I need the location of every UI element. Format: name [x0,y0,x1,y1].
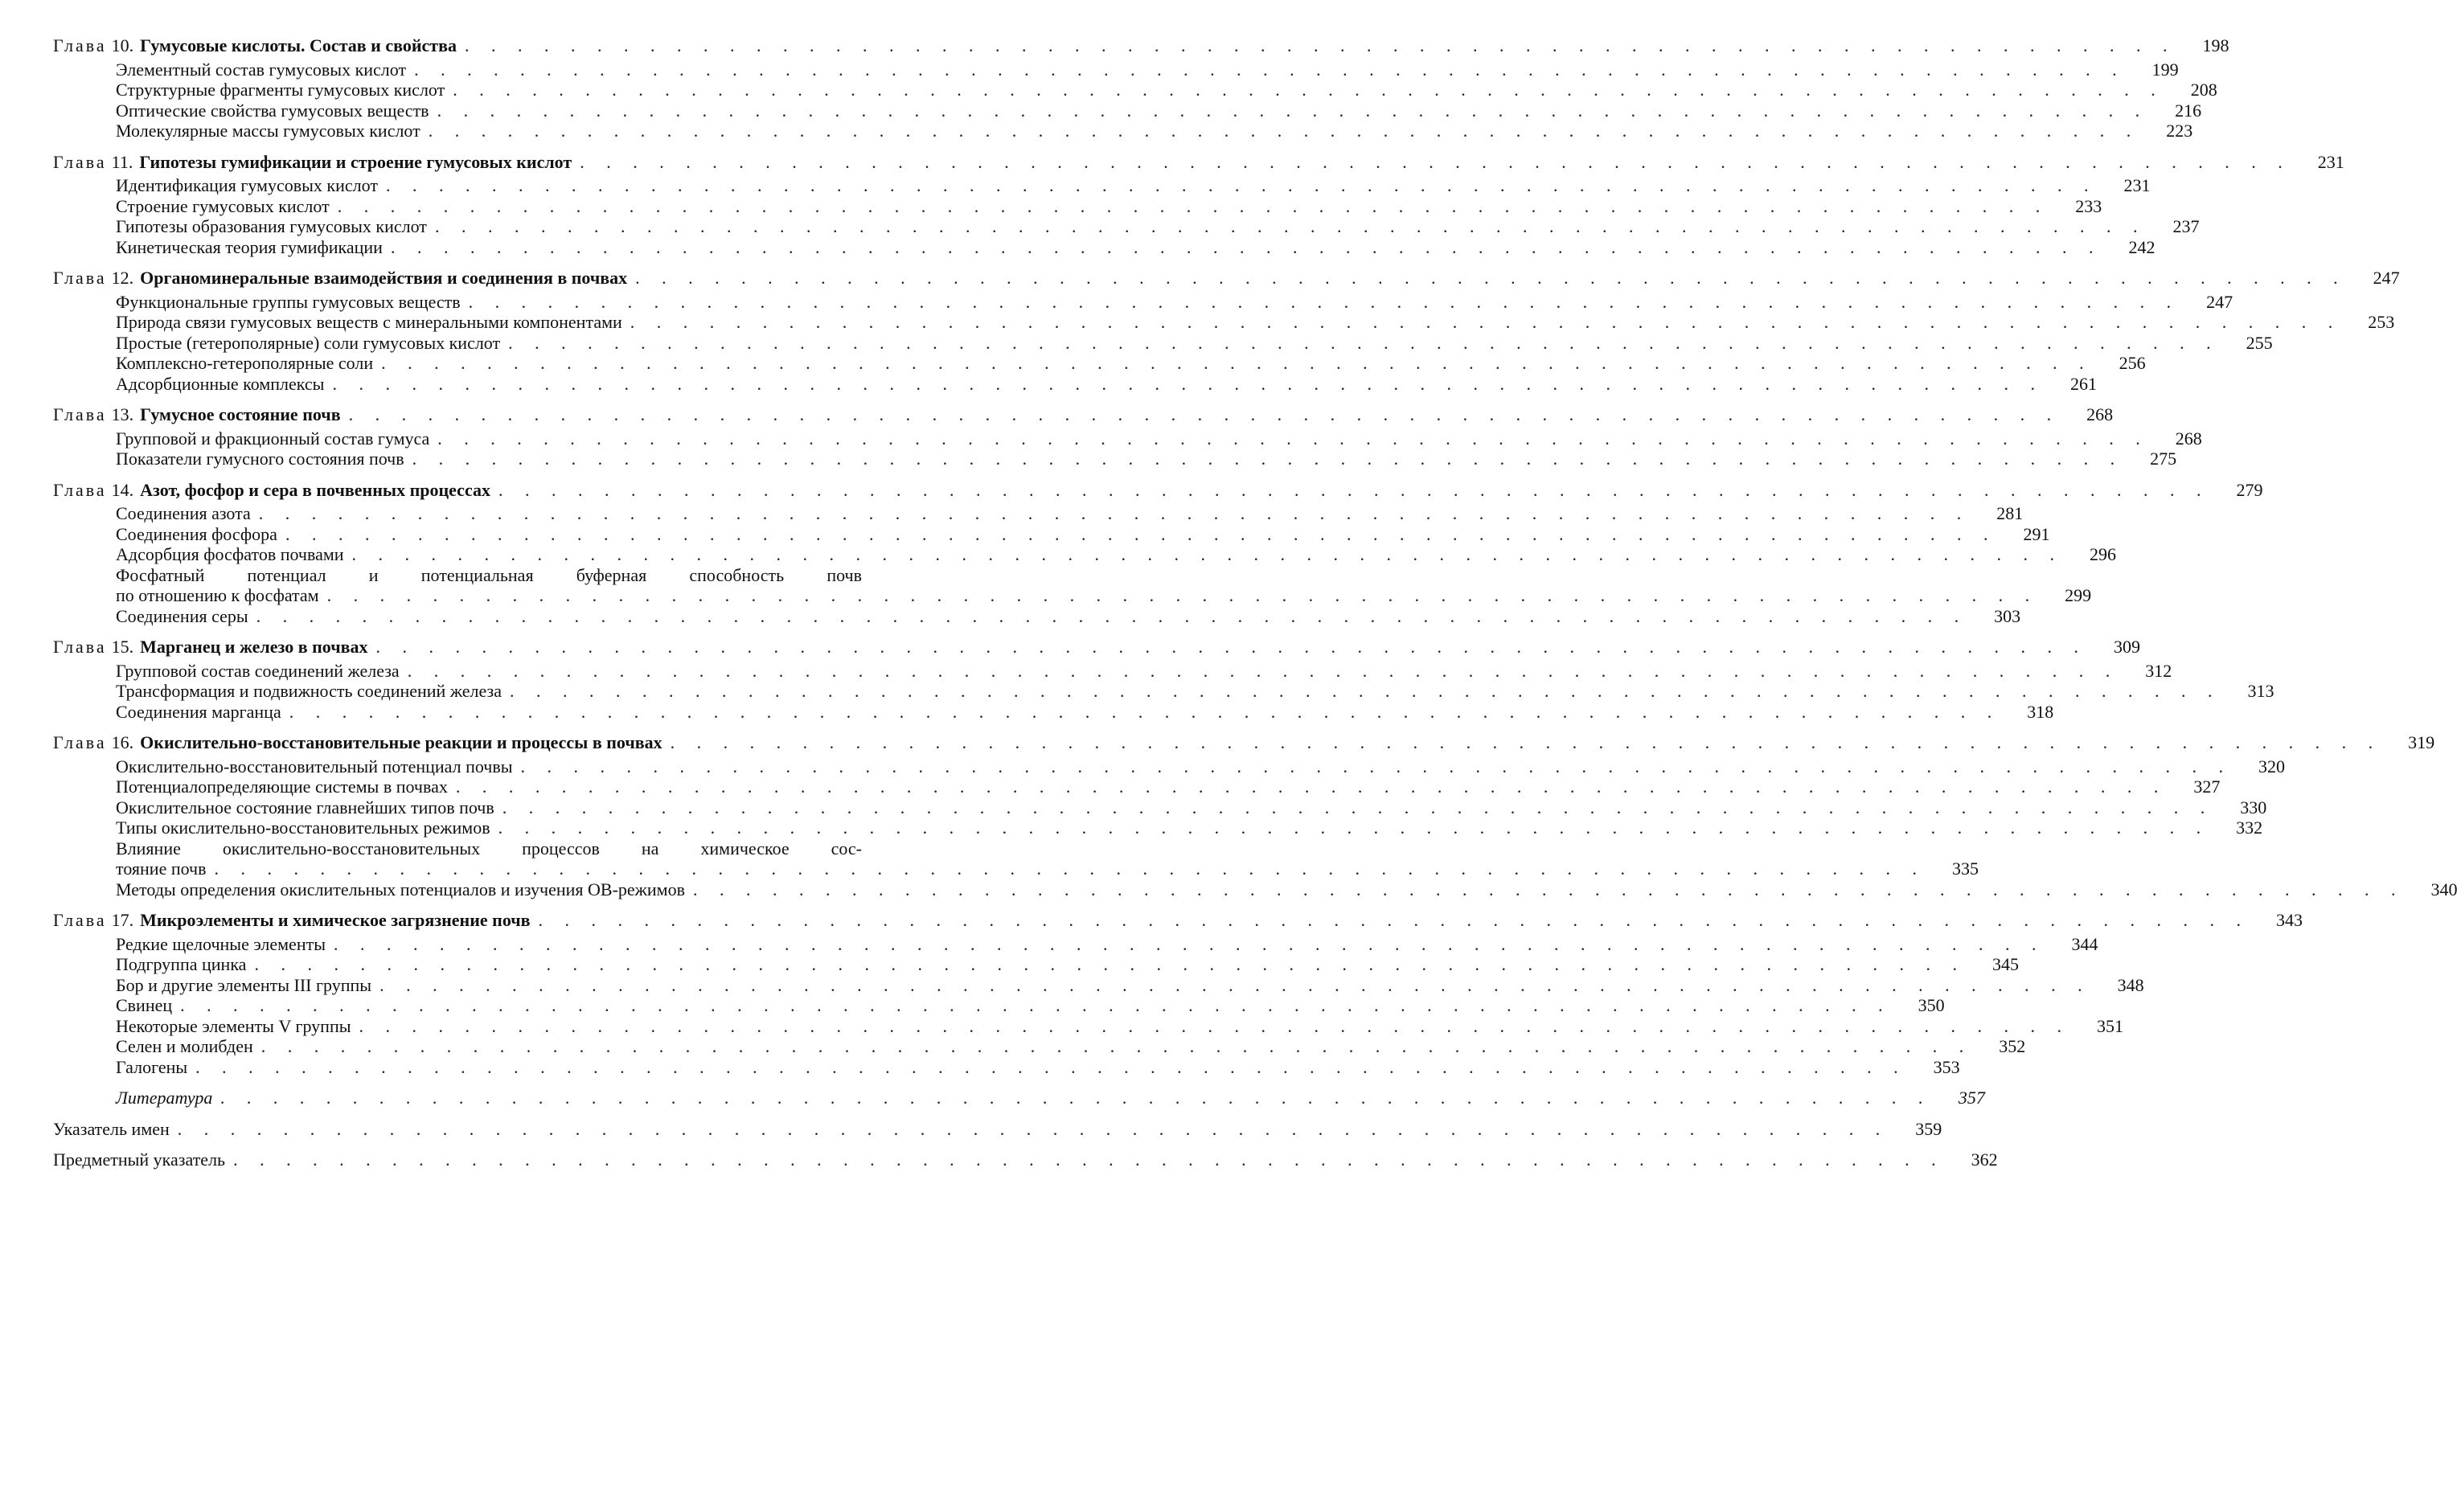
page-number: 233 [2075,195,2102,216]
leader-dots: . . . . . . . . . . . . . . . . . . . . . . . . . . . . . . . . . . . . . . . . . . . . . . . . . . . . . . . . . . . . . . . . . [538,910,2250,930]
page-number: 255 [2246,332,2273,353]
leader-dots: . . . . . . . . . . . . . . . . . . . . . . . . . . . . . . . . . . . . . . . . . . . . . . . . . . . . . . . . . . . . . . . . . [379,974,2091,995]
section-entry [53,216,2200,237]
leader-dots: . . . . . . . . . . . . . . . . . . . . . . . . . . . . . . . . . . . . . . . . . . . . . . . . . . . . . . . . . . . . . . . . . [256,605,1968,626]
entry-title: Идентификация гумусовых кислот [116,175,378,195]
page-number: 332 [2236,817,2263,838]
entry-title: Кинетическая теория гумификации [116,236,383,257]
page-number: 340 [2430,879,2457,899]
chapter-title: Гумусное состояние почв [140,404,341,424]
page-number: 199 [2151,59,2179,80]
section-entry [53,544,2117,565]
page-number: 312 [2145,660,2172,681]
entry-title: Потенциалопределяющие системы в почвах [116,776,448,797]
leader-dots: . . . . . . . . . . . . . . . . . . . . . . . . . . . . . . . . . . . . . . . . . . . . . . . . . . . . . . . . . . . . . . . . . [381,353,2093,373]
leader-dots: . . . . . . . . . . . . . . . . . . . . . . . . . . . . . . . . . . . . . . . . . . . . . . . . . . . . . . . . . . . . . . . . . [498,479,2210,500]
page-number: 348 [2117,974,2144,995]
leader-dots: . . . . . . . . . . . . . . . . . . . . . . . . . . . . . . . . . . . . . . . . . . . . . . . . . . . . . . . . . . . . . . . . . [233,1149,1945,1170]
leader-dots: . . . . . . . . . . . . . . . . . . . . . . . . . . . . . . . . . . . . . . . . . . . . . . . . . . . . . . . . . . . . . . . . . [289,701,2001,722]
section-entry [53,291,2233,313]
page-number: 237 [2172,216,2200,236]
entry-title: Природа связи гумусовых веществ с минеральными компонентами [116,312,622,332]
entry-title: Адсорбционные комплексы [116,373,325,394]
name-index-entry [53,1118,1942,1140]
entry-title: по отношению к фосфатам [116,585,319,605]
chapter-heading [53,268,2400,289]
page-number: 253 [2368,312,2395,332]
chapter-word: Глава [53,637,107,657]
page-number: 344 [2071,933,2098,954]
section-entry [53,776,2221,797]
chapter-label [53,480,490,501]
page-number: 261 [2069,373,2097,394]
leader-dots: . . . . . . . . . . . . . . . . . . . . . . . . . . . . . . . . . . . . . . . . . . . . . . . . . . . . . . . . . . . . . . . . . [437,428,2149,449]
entry-title: Комплексно-гетерополярные соли [116,353,374,373]
leader-dots: . . . . . . . . . . . . . . . . . . . . . . . . . . . . . . . . . . . . . . . . . . . . . . . . . . . . . . . . . . . . . . . . . [407,660,2119,681]
chapter-word: Глава [53,404,107,424]
page-number: 303 [1994,605,2021,626]
chapter-label [53,152,572,173]
leader-dots: . . . . . . . . . . . . . . . . . . . . . . . . . . . . . . . . . . . . . . . . . . . . . . . . . . . . . . . . . . . . . . . . . [509,681,2221,701]
chapter-word: Глава [53,732,107,752]
leader-dots: . . . . . . . . . . . . . . . . . . . . . . . . . . . . . . . . . . . . . . . . . . . . . . . . . . . . . . . . . . . . . . . . . [508,332,2220,353]
entry-title: Соединения марганца [116,701,281,722]
entry-title: Указатель имен [53,1118,170,1139]
section-entry [53,332,2273,354]
chapter-word: Глава [53,151,107,172]
section-entry [53,449,2177,469]
page-number: 247 [2206,291,2233,312]
chapter-label [53,268,627,289]
section-title-line: Влияние окислительно-восстановительных процессов на химическое сос- [116,838,862,858]
section-title-line: Фосфатный потенциал и потенциальная буферная способность почв [116,564,862,585]
page-number: 362 [1971,1149,1998,1170]
chapter-word: Глава [53,35,107,55]
leader-dots: . . . . . . . . . . . . . . . . . . . . . . . . . . . . . . . . . . . . . . . . . . . . . . . . . . . . . . . . . . . . . . . . . [220,1088,1932,1108]
entry-title: Соединения фосфора [116,523,277,544]
chapter-number: 11. [111,151,133,172]
page-number: 313 [2247,681,2274,701]
leader-dots: . . . . . . . . . . . . . . . . . . . . . . . . . . . . . . . . . . . . . . . . . . . . . . . . . . . . . . . . . . . . . . . . . [520,756,2233,776]
leader-dots: . . . . . . . . . . . . . . . . . . . . . . . . . . . . . . . . . . . . . . . . . . . . . . . . . . . . . . . . . . . . . . . . . [260,1036,1973,1056]
chapter-heading [53,151,2344,173]
chapter-word: Глава [53,479,107,500]
page-number: 291 [2023,523,2050,544]
page-number: 350 [1918,995,1945,1015]
section-entry [53,100,2202,121]
section-entry [53,80,2217,100]
entry-title: Окислительно-восстановительный потенциал почвы [116,756,513,776]
entry-title: Редкие щелочные элементы [116,933,326,954]
subject-index-entry [53,1149,1998,1170]
chapter-title: Марганец и железо в почвах [140,637,368,657]
entry-title: Типы окислительно-восстановительных режимов [116,817,490,838]
leader-dots: . . . . . . . . . . . . . . . . . . . . . . . . . . . . . . . . . . . . . . . . . . . . . . . . . . . . . . . . . . . . . . . . . [348,404,2061,424]
leader-dots: . . . . . . . . . . . . . . . . . . . . . . . . . . . . . . . . . . . . . . . . . . . . . . . . . . . . . . . . . . . . . . . . . [385,175,2098,195]
leader-dots: . . . . . . . . . . . . . . . . . . . . . . . . . . . . . . . . . . . . . . . . . . . . . . . . . . . . . . . . . . . . . . . . . [412,449,2124,469]
section-entry [53,195,2102,217]
entry-title: Литература [116,1088,213,1108]
chapter-title: Органоминеральные взаимодействия и соединения в почвах [140,268,628,288]
entry-title: Некоторые элементы V группы [116,1015,351,1036]
section-entry [53,701,2054,723]
leader-dots: . . . . . . . . . . . . . . . . . . . . . . . . . . . . . . . . . . . . . . . . . . . . . . . . . . . . . . . . . . . . . . . . . [670,732,2382,752]
chapter-heading [53,479,2263,501]
leader-dots: . . . . . . . . . . . . . . . . . . . . . . . . . . . . . . . . . . . . . . . . . . . . . . . . . . . . . . . . . . . . . . . . . [502,797,2214,817]
chapter-block [53,479,2263,627]
page-number: 223 [2166,121,2193,141]
chapter-number: 15. [111,637,134,657]
page-number: 296 [2090,544,2117,564]
entry-title: Подгруппа цинка [116,954,247,974]
leader-dots: . . . . . . . . . . . . . . . . . . . . . . . . . . . . . . . . . . . . . . . . . . . . . . . . . . . . . . . . . . . . . . . . . [258,503,1971,523]
chapter-page: 231 [2317,151,2344,172]
section-entry [53,59,2179,80]
entry-title: Соединения азота [116,503,251,523]
chapter-page: 319 [2408,732,2435,752]
page-number: 256 [2119,353,2146,373]
entry-title: Строение гумусовых кислот [116,195,330,216]
entry-title: Молекулярные массы гумусовых кислот [116,121,420,141]
page-number: 299 [2065,585,2092,605]
leader-dots: . . . . . . . . . . . . . . . . . . . . . . . . . . . . . . . . . . . . . . . . . . . . . . . . . . . . . . . . . . . . . . . . . [326,585,2039,605]
literature-entry [53,1088,1985,1108]
chapter-number: 14. [111,479,134,500]
chapter-number: 16. [111,732,134,752]
section-entry [53,879,2457,900]
table-of-contents [53,35,2457,1181]
chapter-word: Глава [53,910,107,930]
chapter-block [53,910,2303,1077]
chapter-word: Глава [53,268,107,288]
page-number: 359 [1915,1118,1942,1139]
chapter-heading [53,732,2435,753]
section-entry [53,373,2097,395]
section-entry [53,605,2021,627]
page-number: 216 [2175,100,2202,121]
chapter-heading [53,637,2140,658]
entry-title: Адсорбция фосфатов почвами [116,544,344,564]
page-number: 281 [1996,503,2024,523]
page-number: 242 [2128,236,2156,257]
leader-dots: . . . . . . . . . . . . . . . . . . . . . . . . . . . . . . . . . . . . . . . . . . . . . . . . . . . . . . . . . . . . . . . . . [437,100,2149,121]
entry-title: Групповой и фракционный состав гумуса [116,428,430,449]
chapter-heading [53,910,2303,931]
entry-title: Функциональные группы гумусовых веществ [116,291,461,312]
page-number: 231 [2123,175,2151,195]
chapter-block [53,637,2274,722]
chapter-page: 247 [2373,268,2400,288]
chapter-heading [53,35,2229,56]
leader-dots: . . . . . . . . . . . . . . . . . . . . . . . . . . . . . . . . . . . . . . . . . . . . . . . . . . . . . . . . . . . . . . . . . [180,995,1892,1015]
leader-dots: . . . . . . . . . . . . . . . . . . . . . . . . . . . . . . . . . . . . . . . . . . . . . . . . . . . . . . . . . . . . . . . . . [455,776,2168,797]
entry-title: Окислительное состояние главнейших типов почв [116,797,494,817]
chapter-number: 10. [111,35,134,55]
leader-dots: . . . . . . . . . . . . . . . . . . . . . . . . . . . . . . . . . . . . . . . . . . . . . . . . . . . . . . . . . . . . . . . . . [285,523,1997,544]
section-entry [53,585,2092,606]
page-number: 345 [1991,954,2019,974]
section-entry [53,858,1979,879]
leader-dots: . . . . . . . . . . . . . . . . . . . . . . . . . . . . . . . . . . . . . . . . . . . . . . . . . . . . . . . . . . . . . . . . . [195,1056,1907,1077]
page-number: 352 [1999,1036,2026,1056]
entry-title: Соединения серы [116,605,248,626]
section-entry [53,353,2146,374]
chapter-page: 198 [2202,35,2229,55]
chapter-label [53,404,341,425]
section-entry [53,236,2156,258]
chapter-page: 309 [2113,637,2140,657]
chapter-label [53,910,531,931]
chapter-block [53,151,2344,258]
section-entry [53,121,2193,141]
section-entry [53,312,2395,333]
leader-dots: . . . . . . . . . . . . . . . . . . . . . . . . . . . . . . . . . . . . . . . . . . . . . . . . . . . . . . . . . . . . . . . . . [332,373,2044,394]
section-entry [53,933,2098,955]
entry-title: Трансформация и подвижность соединений железа [116,681,502,701]
entry-title: Галогены [116,1056,188,1077]
section-entry [53,1036,2026,1057]
leader-dots: . . . . . . . . . . . . . . . . . . . . . . . . . . . . . . . . . . . . . . . . . . . . . . . . . . . . . . . . . . . . . . . . . [254,954,1966,974]
page-number: 330 [2240,797,2267,817]
entry-title: Бор и другие элементы III группы [116,974,372,995]
page-number: 353 [1933,1056,1960,1077]
section-entry [53,523,2050,545]
entry-title: тояние почв [116,858,207,879]
section-entry [53,817,2263,838]
entry-title: Структурные фрагменты гумусовых кислот [116,80,445,100]
page-number: 351 [2097,1015,2123,1036]
entry-title: Простые (гетерополярные) соли гумусовых кислот [116,332,501,353]
chapter-number: 17. [111,910,134,930]
chapter-title: Микроэлементы и химическое загрязнение почв [140,910,531,930]
chapter-heading [53,404,2114,425]
leader-dots: . . . . . . . . . . . . . . . . . . . . . . . . . . . . . . . . . . . . . . . . . . . . . . . . . . . . . . . . . . . . . . . . . [464,35,2176,55]
leader-dots: . . . . . . . . . . . . . . . . . . . . . . . . . . . . . . . . . . . . . . . . . . . . . . . . . . . . . . . . . . . . . . . . . [428,121,2140,141]
page-number: 318 [2027,701,2054,722]
page-number: 275 [2150,449,2177,469]
leader-dots: . . . . . . . . . . . . . . . . . . . . . . . . . . . . . . . . . . . . . . . . . . . . . . . . . . . . . . . . . . . . . . . . . [390,236,2102,257]
page-number: 268 [2175,428,2202,449]
section-entry [53,797,2267,818]
section-entry [53,756,2286,777]
chapter-title: Азот, фосфор и сера в почвенных процессах [140,479,490,500]
page-number: 320 [2258,756,2286,776]
entry-title: Селен и молибден [116,1036,253,1056]
section-entry [53,1056,1960,1078]
chapter-number: 13. [111,404,134,424]
section-entry [53,954,2019,975]
chapter-block [53,404,2202,469]
leader-dots: . . . . . . . . . . . . . . . . . . . . . . . . . . . . . . . . . . . . . . . . . . . . . . . . . . . . . . . . . . . . . . . . . [359,1015,2070,1036]
chapter-label [53,637,367,658]
chapter-label [53,35,457,56]
entry-title: Групповой состав соединений железа [116,660,400,681]
entry-title: Гипотезы образования гумусовых кислот [116,216,427,236]
leader-dots: . . . . . . . . . . . . . . . . . . . . . . . . . . . . . . . . . . . . . . . . . . . . . . . . . . . . . . . . . . . . . . . . . [468,291,2180,312]
leader-dots: . . . . . . . . . . . . . . . . . . . . . . . . . . . . . . . . . . . . . . . . . . . . . . . . . . . . . . . . . . . . . . . . . [434,216,2147,236]
leader-dots: . . . . . . . . . . . . . . . . . . . . . . . . . . . . . . . . . . . . . . . . . . . . . . . . . . . . . . . . . . . . . . . . . [214,858,1926,879]
leader-dots: . . . . . . . . . . . . . . . . . . . . . . . . . . . . . . . . . . . . . . . . . . . . . . . . . . . . . . . . . . . . . . . . . [375,637,2087,657]
chapter-block [53,732,2457,899]
leader-dots: . . . . . . . . . . . . . . . . . . . . . . . . . . . . . . . . . . . . . . . . . . . . . . . . . . . . . . . . . . . . . . . . . [351,544,2064,564]
chapter-label [53,732,662,753]
leader-dots: . . . . . . . . . . . . . . . . . . . . . . . . . . . . . . . . . . . . . . . . . . . . . . . . . . . . . . . . . . . . . . . . . [337,195,2049,216]
section-entry [53,660,2172,682]
chapter-title: Окислительно-восстановительные реакции и процессы в почвах [140,732,662,752]
entry-title: Оптические свойства гумусовых веществ [116,100,429,121]
entry-title: Показатели гумусного состояния почв [116,449,404,469]
chapter-block [53,35,2229,141]
section-entry [53,428,2202,449]
leader-dots: . . . . . . . . . . . . . . . . . . . . . . . . . . . . . . . . . . . . . . . . . . . . . . . . . . . . . . . . . . . . . . . . . [453,80,2164,100]
leader-dots: . . . . . . . . . . . . . . . . . . . . . . . . . . . . . . . . . . . . . . . . . . . . . . . . . . . . . . . . . . . . . . . . . [414,59,2126,80]
leader-dots: . . . . . . . . . . . . . . . . . . . . . . . . . . . . . . . . . . . . . . . . . . . . . . . . . . . . . . . . . . . . . . . . . [177,1118,1889,1139]
leader-dots: . . . . . . . . . . . . . . . . . . . . . . . . . . . . . . . . . . . . . . . . . . . . . . . . . . . . . . . . . . . . . . . . . [635,268,2347,288]
chapter-block [53,268,2400,394]
section-entry [53,175,2151,196]
entry-title: Свинец [116,995,173,1015]
leader-dots: . . . . . . . . . . . . . . . . . . . . . . . . . . . . . . . . . . . . . . . . . . . . . . . . . . . . . . . . . . . . . . . . . [580,151,2291,172]
section-entry [53,503,2024,524]
leader-dots: . . . . . . . . . . . . . . . . . . . . . . . . . . . . . . . . . . . . . . . . . . . . . . . . . . . . . . . . . . . . . . . . . [630,312,2342,332]
section-entry [53,681,2274,702]
section-entry [53,974,2144,996]
chapter-page: 279 [2236,479,2263,500]
section-entry [53,1015,2123,1037]
leader-dots: . . . . . . . . . . . . . . . . . . . . . . . . . . . . . . . . . . . . . . . . . . . . . . . . . . . . . . . . . . . . . . . . . [692,879,2405,899]
entry-title: Методы определения окислительных потенциалов и изучения ОВ-режимов [116,879,685,899]
entry-title: Предметный указатель [53,1149,226,1170]
page-number: 208 [2190,80,2217,100]
page-number: 357 [1958,1088,1985,1108]
leader-dots: . . . . . . . . . . . . . . . . . . . . . . . . . . . . . . . . . . . . . . . . . . . . . . . . . . . . . . . . . . . . . . . . . [498,817,2210,838]
chapter-page: 268 [2086,404,2114,424]
entry-title: Элементный состав гумусовых кислот [116,59,407,80]
chapter-page: 343 [2276,910,2303,930]
section-entry [53,995,1945,1016]
chapter-number: 12. [111,268,134,288]
leader-dots: . . . . . . . . . . . . . . . . . . . . . . . . . . . . . . . . . . . . . . . . . . . . . . . . . . . . . . . . . . . . . . . . . [333,933,2045,954]
page-number: 335 [1952,858,1979,879]
chapter-title: Гумусовые кислоты. Состав и свойства [140,35,457,55]
chapter-title: Гипотезы гумификации и строение гумусовых кислот [139,151,572,172]
page-number: 327 [2193,776,2221,797]
